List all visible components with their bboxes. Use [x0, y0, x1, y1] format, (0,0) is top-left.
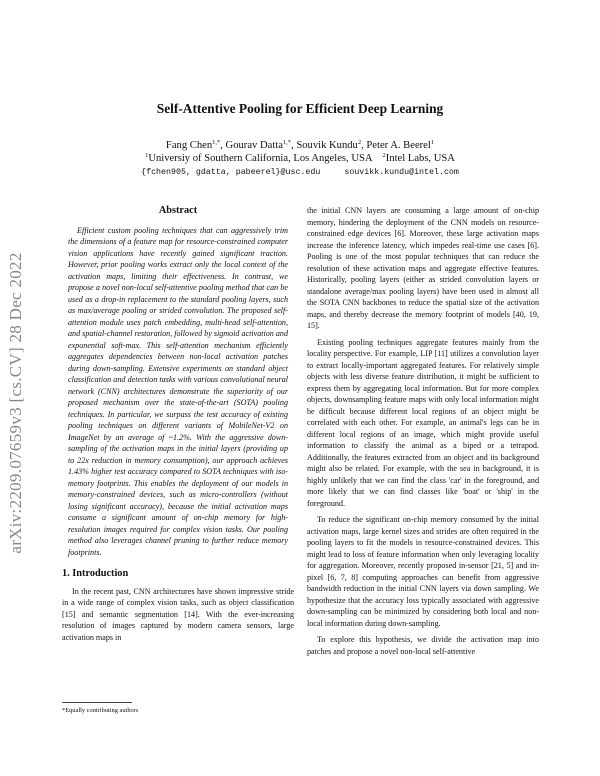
affiliation-line	[0, 153, 600, 164]
body-paragraph: To explore this hypothesis, we divide the activation map into patches and propose a novel non-local self-attentive	[307, 635, 539, 656]
intro-paragraph: In the recent past, CNN architectures have shown impressive stride in a wide range of complex vision tasks, such as object classification [15] and semantic segmentation [14]. With the ever-increasing resolution of images captured by modern camera sensors, large activation maps in	[62, 586, 294, 642]
author-mark: 1,*	[282, 139, 292, 146]
author-mark: 2	[357, 139, 362, 146]
author-name: Peter A. Beerel	[366, 140, 431, 151]
section-heading-introduction: 1. Introduction	[62, 568, 129, 579]
affiliation: Intel Labs, USA	[385, 153, 455, 164]
left-column	[62, 205, 294, 648]
email-line	[0, 168, 600, 177]
author-mark: 1,*	[212, 139, 221, 146]
footnote-rule	[62, 702, 132, 703]
author-name: Gourav Datta	[225, 140, 283, 151]
email: souvikk.kundu@intel.com	[344, 168, 459, 177]
affiliation-mark: 2	[382, 152, 386, 159]
footnote	[62, 702, 294, 714]
affiliation: Universiy of Southern California, Los Angeles, USA	[148, 153, 372, 164]
body-paragraph: To reduce the significant on-chip memory consumed by the initial activation maps, large kernel sizes and strides are often required in the pooling layers to fit the models in resource-constrained devices. This might lead to loss of feature information when only leveraging locality for aggregation. Moreover, recently proposed in-sensor [21, 5] and in-pixel [6, 7, 8] computing approaches can benefit from aggressive bandwidth reduction in the initial CNN layers via down sampling. We hypothesize that the accuracy loss typically associated with aggressive down-sampling can be minimized by considering both local and non-local information during down-sampling.	[307, 515, 539, 628]
body-paragraph: Existing pooling techniques aggregate features mainly from the locality perspective. For example, LIP [11] utilizes a convolution layer to extract locally-important aggregated features. For relatively simple objects with less diverse feature distribution, it might be sufficient to express them by aggregating local information. But for more complex objects, downsampling feature maps with only local information might be difficult because different local regions of an object might be correlated with each other. For example, an animal's legs can be in different local regions of an image, which might provide useful information to classify the animal as a biped or a tetrapod. Additionally, the features extracted from an object and its background might also be related. For example, with the sea in background, it is highly unlikely that we can find the class 'car' in the foreground, and more likely that we can find classes like 'boat' or 'ship' in the foreground.	[307, 337, 539, 508]
author-name: Fang Chen	[165, 140, 213, 151]
author-name: Souvik Kundu	[296, 140, 358, 151]
abstract-heading: Abstract	[158, 205, 198, 216]
arxiv-stamp	[0, 205, 32, 600]
footnote-text: *Equally contributing authors	[62, 707, 139, 714]
right-column	[307, 205, 539, 662]
author-mark: 1	[430, 139, 435, 146]
paper-title: Self-Attentive Pooling for Efficient Deep Learning	[156, 101, 444, 116]
body-paragraph: the initial CNN layers are consuming a large amount of on-chip memory, hindering the deployment of the CNN models on resource-constrained edge devices [6]. Moreover, these large activation maps increase the inference latency, which impedes real-time use cases [6]. Pooling is one of the most popular techniques that can reduce the resolution of these activation maps and aggregate effective features. Historically, pooling layers (either as strided convolution layers or standalone average/max pooling layers) have been used in almost all the SOTA CNN backbones to reduce the spatial size of the activation maps, and thereby decrease the memory footprint of models [40, 19, 15].	[307, 206, 539, 330]
author-list: Fang Chen$^{1,*}$, Gourav Datta$^{1,*}$, Souvik Kundu$^2$, Peter A. Beerel$^1$	[165, 139, 435, 151]
arxiv-stamp-text: arXiv:2209.07659v3 [cs.CV] 28 Dec 2022	[6, 251, 25, 554]
affiliation-mark: 1	[145, 152, 149, 159]
email: {fchen905, gdatta, pabeerel}@usc.edu	[141, 168, 321, 177]
abstract-text: Efficient custom pooling techniques that can aggressively trim the dimensions of a feature map for resource-constrained computer vision applications have recently gained significant traction. However, prior pooling works extract only the local context of the activation maps, limiting their effectiveness. In contrast, we propose a novel non-local self-attentive pooling method that can be used as a drop-in replacement to the standard pooling layers, such as max/average pooling or strided convolution. The proposed self-attention module uses patch embedding, multi-head self-attention, and spatial-channel restoration, followed by sigmoid activation and exponential soft-max. This self-attention mechanism efficiently aggregates dependencies between non-local activation patches during down-sampling. Extensive experiments on standard object classification and detection tasks with various convolutional neural network (CNN) architectures demonstrate the superiority of our proposed mechanism over the state-of-the-art (SOTA) pooling techniques. In particular, we surpass the test accuracy of existing pooling techniques on different variants of MobileNet-V2 on ImageNet by an average of ~1.2%. With the aggressive down-sampling of the activation maps in the initial layers (providing up to 22x reduction in memory consumption), our approach achieves 1.43% higher test accuracy compared to SOTA techniques with iso-memory footprints. This enables the deployment of our models in memory-constrained devices, such as micro-controllers (without losing significant accuracy), because the initial activation maps consume a significant amount of on-chip memory for high-resolution images required for complex vision tasks. Our pooling method also leverages channel pruning to further reduce memory footprints.	[68, 225, 289, 557]
